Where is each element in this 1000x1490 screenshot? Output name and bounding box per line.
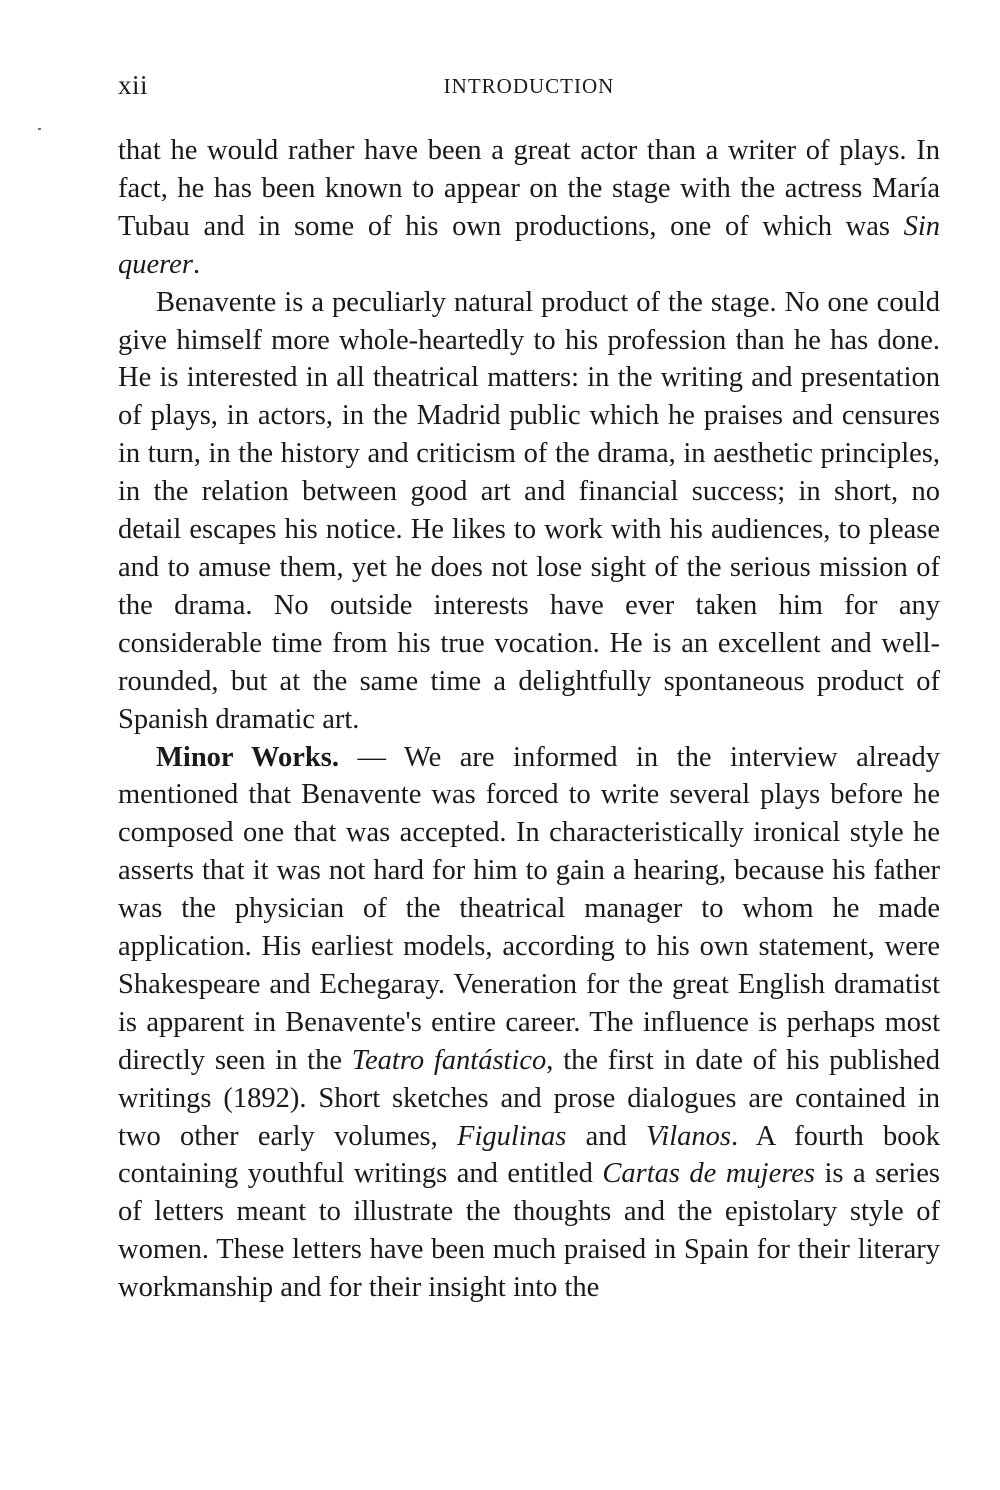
title-figulinas: Figulinas bbox=[457, 1120, 567, 1152]
page-body bbox=[118, 132, 940, 1307]
title-sin-querer: Sin querer bbox=[118, 210, 940, 280]
page-number: xii bbox=[118, 70, 149, 100]
paragraph-3-text-b: , the first in date of his published writings (1892). Short sketches and prose dialogues are contained in two other early volumes, bbox=[118, 1044, 941, 1152]
paragraph-2-text: Benavente is a peculiarly natural product of the stage. No one could give himself more whole-heartedly to his profession than he has done. He is interested in all theatrical matters: in the writing and presentation of plays, in actors, in the Madrid public which he praises and censures in turn, in the history and criticism of the drama, in aesthetic principles, in the relation between good art and financial success; in short, no detail escapes his notice. He likes to work with his audiences, to please and to amuse them, yet he does not lose sight of the serious mission of the drama. No outside interests have ever taken him for any considerable time from his true vocation. He is an excellent and well-rounded, but at the same time a delightfully spontaneous product of Spanish dramatic art. bbox=[118, 286, 940, 735]
paragraph-1-text-a: that he would rather have been a great actor than a writer of plays. In fact, he has been known to appear on the stage with the actress María Tubau and in some of his own productions, one of which was bbox=[118, 135, 940, 242]
title-cartas-de-mujeres: Cartas de mujeres bbox=[602, 1158, 815, 1190]
running-head bbox=[118, 70, 940, 106]
running-title: INTRODUCTION bbox=[443, 74, 615, 98]
title-vilanos: Vilanos bbox=[646, 1120, 731, 1152]
section-heading-minor-works: Minor Works. bbox=[156, 741, 339, 773]
paragraph-3-text-c: and bbox=[566, 1120, 646, 1152]
paragraph-3-text-a: — We are informed in the interview already mentioned that Benavente was forced to write several plays before he composed one that was accepted. In characteristically ironical style he asserts that it was not hard for him to gain a hearing, because his father was the physician of the theatrical manager to whom he made application. His earliest models, according to his own statement, were Shakespeare and Echegaray. Veneration for the great English dramatist is apparent in Benavente's entire career. The influence is perhaps most directly seen in the bbox=[118, 741, 941, 1076]
paragraph-3 bbox=[118, 739, 940, 1308]
paragraph-1-text-b: . bbox=[192, 248, 201, 280]
paragraph-3-text-e: is a series of letters meant to illustrate the thoughts and the epistolary style of women. These letters have been much praised in Spain for their literary workmanship and for their insight into the bbox=[118, 1158, 940, 1304]
scan-speck bbox=[38, 128, 41, 130]
paragraph-3-text-d: . A fourth book containing youthful writings and entitled bbox=[118, 1120, 940, 1190]
paragraph-1 bbox=[118, 132, 940, 284]
title-teatro-fantastico: Teatro fantástico bbox=[351, 1044, 547, 1076]
paragraph-2 bbox=[118, 284, 940, 739]
